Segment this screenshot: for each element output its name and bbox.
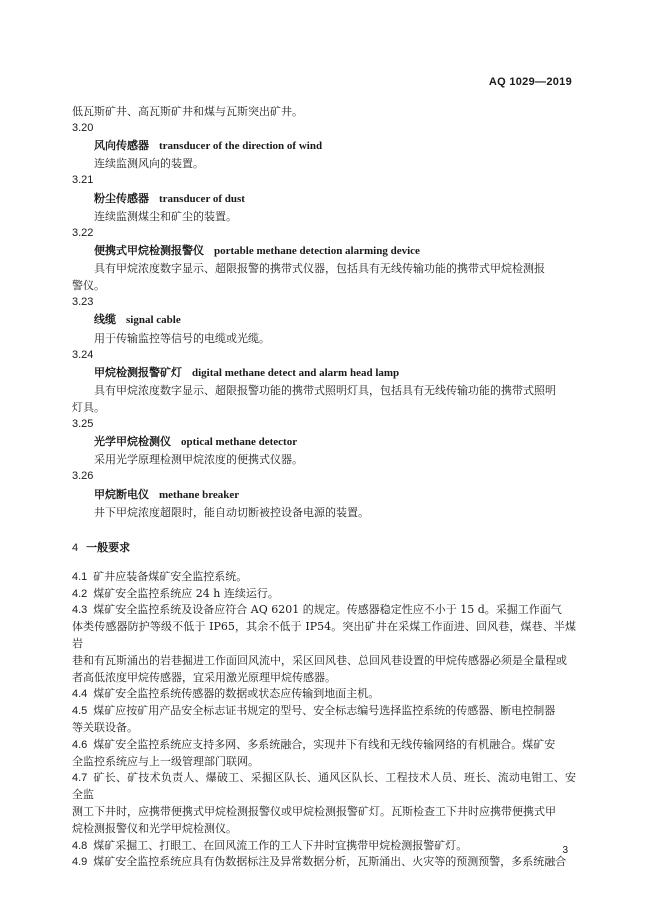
clause-text: 体类传感器防护等级不低于 IP65，其余不低于 IP54。突出矿井在采煤工作面进、回风巷，煤巷、半煤岩 bbox=[72, 620, 576, 651]
term-title bbox=[72, 311, 576, 329]
term-number: 3.20 bbox=[72, 122, 94, 134]
term-chinese: 粉尘传感器 bbox=[94, 191, 149, 205]
page-body bbox=[72, 103, 576, 871]
term-english: methane breaker bbox=[159, 488, 240, 501]
term-chinese: 线缆 bbox=[94, 313, 116, 327]
term-definition: 采用光学原理检测甲烷浓度的便携式仪器。 bbox=[94, 453, 303, 467]
term-definition: 具有甲烷浓度数字显示、超限报警功能的携带式照明灯具，包括具有无线传输功能的携带式照明 bbox=[94, 384, 556, 398]
section-number: 4 bbox=[72, 541, 79, 554]
term-english: signal cable bbox=[126, 314, 181, 327]
term-number: 3.24 bbox=[72, 348, 94, 361]
term-number: 3.23 bbox=[72, 296, 94, 309]
intro-line: 低瓦斯矿井、高瓦斯矿井和煤与瓦斯突出矿井。 bbox=[72, 105, 303, 118]
clause-text: 煤矿安全监控系统应支持多网、多系统融合，实现井下有线和无线传输网络的有机融合。煤矿安 bbox=[93, 737, 556, 751]
term-chinese: 光学甲烷检测仪 bbox=[94, 435, 171, 449]
clause-text: 者高低浓度甲烷传感器，宜采用激光原理甲烷传感器。 bbox=[72, 670, 336, 684]
term-chinese: 风向传感器 bbox=[94, 139, 149, 153]
clause-text: 全监控系统应与上一级管理部门联网。 bbox=[72, 754, 259, 768]
clause-text: 烷检测报警仪和光学甲烷检测仪。 bbox=[72, 821, 237, 835]
term-chinese: 甲烷断电仪 bbox=[94, 487, 149, 501]
clause bbox=[72, 602, 576, 619]
clause-text: 矿长、矿技术负责人、爆破工、采掘区队长、通风区队长、工程技术人员、班长、流动电钳工、安全监 bbox=[72, 771, 576, 802]
term-chinese: 便携式甲烷检测报警仪 bbox=[94, 244, 204, 258]
clause-text: 煤矿安全监控系统传感器的数据或状态应传输到地面主机。 bbox=[93, 687, 380, 701]
clause-number: 4.1 bbox=[72, 570, 88, 583]
terms-list bbox=[72, 120, 576, 521]
clause bbox=[72, 586, 576, 603]
clause-text: 煤矿采掘工、打眼工、在回风流工作的工人下井时宜携带甲烷检测报警矿灯。 bbox=[93, 838, 468, 852]
clause-text: 煤矿安全监控系统及设备应符合 AQ 6201 的规定。传感器稳定性应不小于 15 d。采掘工作面气 bbox=[93, 603, 562, 617]
clause-text: 煤矿应按矿用产品安全标志证书规定的型号、安全标志编号选择监控系统的传感器、断电控制器 bbox=[93, 704, 556, 718]
clause-number: 4.6 bbox=[72, 738, 88, 751]
term-definition: 灯具。 bbox=[72, 401, 105, 415]
term-number: 3.21 bbox=[72, 174, 94, 187]
clause-number: 4.3 bbox=[72, 604, 88, 617]
clause-text: 测工下井时，应携带便携式甲烷检测报警仪或甲烷检测报警矿灯。瓦斯检查工下井时应携带便携式甲 bbox=[72, 805, 556, 818]
term-english: transducer of dust bbox=[159, 192, 245, 205]
clauses-list bbox=[72, 569, 576, 871]
term-number: 3.25 bbox=[72, 418, 94, 431]
term-title bbox=[72, 137, 576, 155]
clause-number: 4.4 bbox=[72, 688, 88, 701]
clause-number: 4.2 bbox=[72, 587, 88, 600]
clause bbox=[72, 703, 576, 720]
clause bbox=[72, 686, 576, 703]
clause-text: 煤矿安全监控系统应具有伪数据标注及异常数据分析，瓦斯涌出、火灾等的预测预警，多系统融合 bbox=[93, 855, 567, 869]
clause-text: 巷和有瓦斯涌出的岩巷掘进工作面回风流中，采区回风巷、总回风巷设置的甲烷传感器必须是全量程或 bbox=[72, 653, 567, 667]
clause bbox=[72, 737, 576, 754]
clause-number: 4.7 bbox=[72, 772, 88, 785]
term-english: digital methane detect and alarm head lamp bbox=[192, 366, 400, 379]
term-english: optical methane detector bbox=[181, 436, 298, 449]
page-number: 3 bbox=[562, 845, 568, 856]
section-heading bbox=[72, 539, 576, 557]
term-title bbox=[72, 486, 576, 504]
clause-text: 矿井应装备煤矿安全监控系统。 bbox=[93, 569, 248, 583]
term-title bbox=[72, 433, 576, 451]
section-title: 一般要求 bbox=[86, 540, 131, 554]
term-chinese: 甲烷检测报警矿灯 bbox=[94, 365, 182, 379]
term-definition: 具有甲烷浓度数字显示、超限报警的携带式仪器，包括具有无线传输功能的携带式甲烷检测报 bbox=[94, 262, 545, 276]
clause-text: 等关联设备。 bbox=[72, 721, 138, 735]
document-id-header: AQ 1029—2019 bbox=[488, 76, 572, 88]
term-definition: 连续监测煤尘和矿尘的装置。 bbox=[94, 209, 237, 223]
clause-number: 4.8 bbox=[72, 839, 88, 852]
clause-number: 4.9 bbox=[72, 856, 88, 869]
term-english: portable methane detection alarming device bbox=[214, 245, 420, 258]
clause-text: 煤矿安全监控系统应 24 h 连续运行。 bbox=[93, 586, 279, 600]
term-definition: 警仪。 bbox=[72, 279, 105, 293]
clause bbox=[72, 770, 576, 804]
term-definition: 井下甲烷浓度超限时，能自动切断被控设备电源的装置。 bbox=[94, 505, 369, 519]
term-number: 3.26 bbox=[72, 470, 94, 483]
clause-number: 4.5 bbox=[72, 705, 88, 718]
term-english: transducer of the direction of wind bbox=[159, 140, 323, 153]
term-title bbox=[72, 242, 576, 260]
term-definition: 连续监测风向的装置。 bbox=[94, 157, 204, 171]
term-number: 3.22 bbox=[72, 226, 94, 239]
term-definition: 用于传输监控等信号的电缆或光缆。 bbox=[94, 331, 270, 345]
clause bbox=[72, 854, 576, 871]
term-title bbox=[72, 190, 576, 208]
clause bbox=[72, 569, 576, 586]
term-title bbox=[72, 364, 576, 382]
clause bbox=[72, 838, 576, 855]
